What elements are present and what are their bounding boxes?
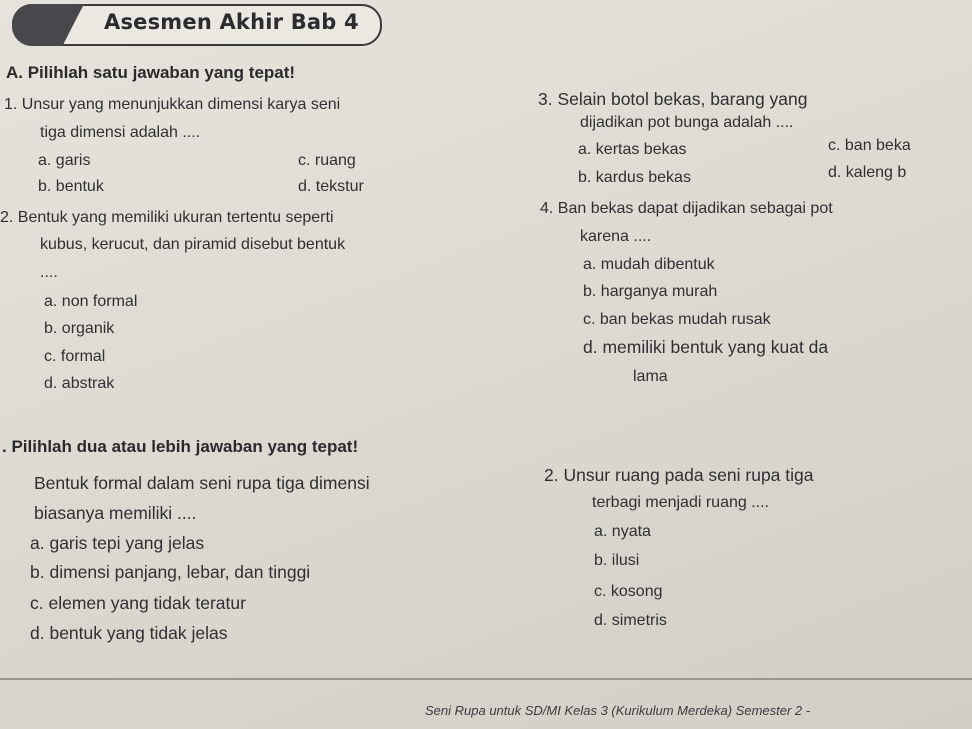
q4-option-d: d. memiliki bentuk yang kuat da — [583, 337, 829, 357]
b-q2-option-b: b. ilusi — [594, 552, 640, 569]
q4-line1: 4. Ban bekas dapat dijadikan sebagai pot — [540, 200, 833, 217]
q4-option-d-continued: lama — [633, 368, 668, 385]
q3-option-a: a. kertas bekas — [578, 141, 687, 158]
b-q2-line1: 2. Unsur ruang pada seni rupa tiga — [544, 465, 814, 485]
q1-option-a: a. garis — [38, 152, 91, 169]
b-q1-option-d: d. bentuk yang tidak jelas — [30, 623, 228, 643]
b-q2-option-a: a. nyata — [594, 523, 651, 540]
q4-option-a: a. mudah dibentuk — [583, 256, 715, 273]
q2-line2: kubus, kerucut, dan piramid disebut bentuk — [40, 236, 346, 253]
q2-line1: 2. Bentuk yang memiliki ukuran tertentu seperti — [0, 209, 334, 226]
q1-line1: 1. Unsur yang menunjukkan dimensi karya seni — [4, 96, 341, 113]
section-b-heading: . Pilihlah dua atau lebih jawaban yang tepat! — [2, 437, 359, 456]
q2-option-a: a. non formal — [44, 293, 138, 310]
b-q1-option-b: b. dimensi panjang, lebar, dan tinggi — [30, 562, 311, 582]
q2-option-b: b. organik — [44, 320, 115, 337]
b-q1-line2: biasanya memiliki .... — [34, 503, 197, 523]
q2-line3: .... — [40, 264, 58, 281]
footer-caption: Seni Rupa untuk SD/MI Kelas 3 (Kurikulum Merdeka) Semester 2 - — [425, 703, 811, 718]
q1-option-d: d. tekstur — [298, 178, 364, 195]
q4-line2: karena .... — [580, 228, 652, 245]
footer-divider — [0, 678, 972, 680]
page-title: Asesmen Akhir Bab 4 — [104, 10, 359, 34]
q4-option-b: b. harganya murah — [583, 283, 718, 300]
b-q1-option-c: c. elemen yang tidak teratur — [30, 593, 246, 613]
q3-option-d: d. kaleng b — [828, 164, 907, 181]
q3-option-c: c. ban beka — [828, 137, 911, 154]
q2-option-c: c. formal — [44, 348, 106, 365]
q4-option-c: c. ban bekas mudah rusak — [583, 311, 771, 328]
q3-line1: 3. Selain botol bekas, barang yang — [538, 89, 808, 109]
q1-line2: tiga dimensi adalah .... — [40, 124, 201, 141]
b-q2-option-c: c. kosong — [594, 583, 663, 600]
q1-option-c: c. ruang — [298, 152, 356, 169]
q1-option-b: b. bentuk — [38, 178, 104, 195]
q3-option-b: b. kardus bekas — [578, 169, 691, 186]
q3-line2: dijadikan pot bunga adalah .... — [580, 114, 794, 131]
b-q2-line2: terbagi menjadi ruang .... — [592, 494, 769, 511]
q2-option-d: d. abstrak — [44, 375, 115, 392]
b-q2-option-d: d. simetris — [594, 612, 667, 629]
b-q1-option-a: a. garis tepi yang jelas — [30, 533, 205, 553]
b-q1-line1: Bentuk formal dalam seni rupa tiga dimensi — [34, 473, 370, 493]
section-a-heading: A. Pilihlah satu jawaban yang tepat! — [6, 63, 296, 82]
